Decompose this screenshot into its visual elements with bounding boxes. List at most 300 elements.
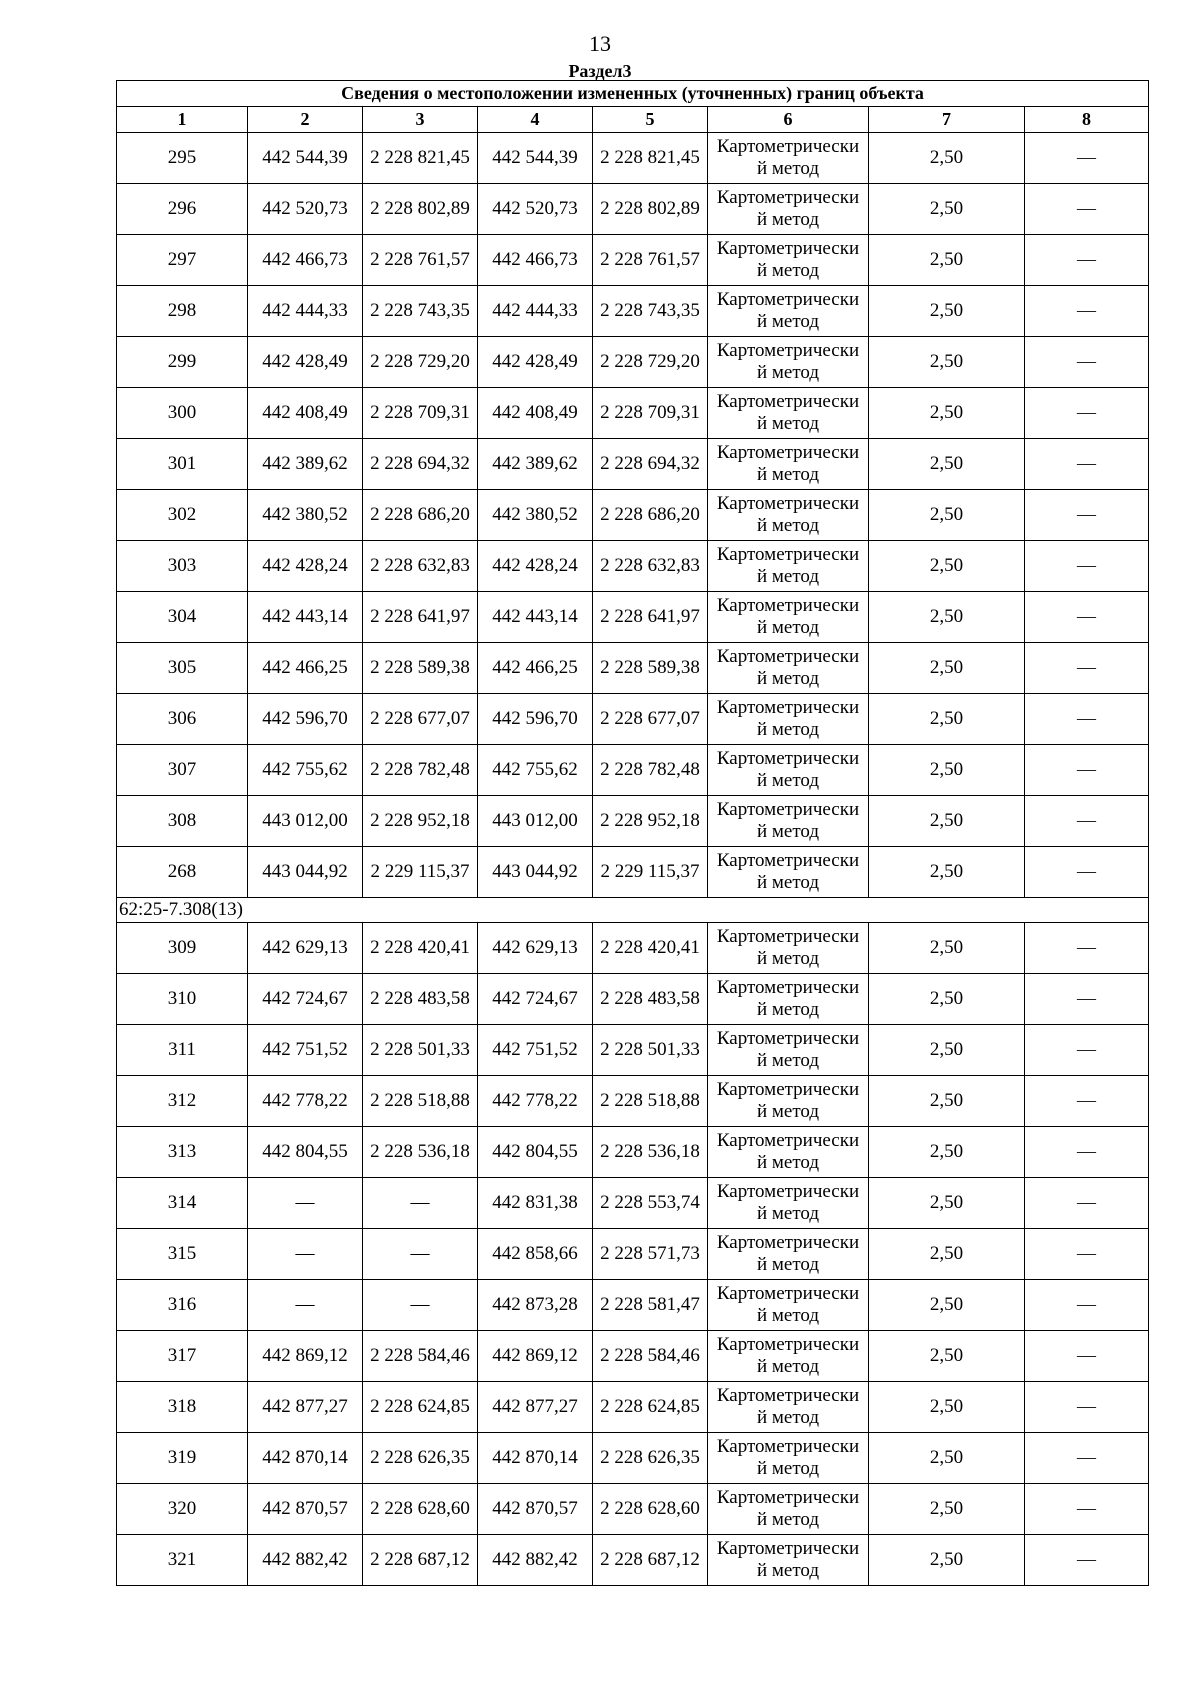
method-line-2: й метод — [756, 515, 820, 536]
accuracy-cell: 2,50 — [869, 923, 1025, 974]
x-old-cell: 442 443,14 — [248, 592, 363, 643]
method-line-1: Картометрически — [716, 136, 860, 157]
accuracy-cell: 2,50 — [869, 1433, 1025, 1484]
method-line-2: й метод — [756, 1101, 820, 1122]
note-cell: — — [1025, 133, 1149, 184]
x-new-cell: 442 873,28 — [478, 1280, 593, 1331]
point-number-cell: 308 — [117, 796, 248, 847]
x-new-cell: 442 882,42 — [478, 1535, 593, 1586]
point-number-cell: 319 — [117, 1433, 248, 1484]
accuracy-cell: 2,50 — [869, 184, 1025, 235]
column-number-2: 2 — [248, 107, 363, 133]
method-cell — [708, 592, 869, 643]
point-number-cell: 309 — [117, 923, 248, 974]
x-new-cell: 442 870,14 — [478, 1433, 593, 1484]
method-cell — [708, 745, 869, 796]
note-cell: — — [1025, 235, 1149, 286]
method-cell — [708, 1382, 869, 1433]
note-cell: — — [1025, 694, 1149, 745]
method-line-2: й метод — [756, 617, 820, 638]
table-row — [117, 1331, 1149, 1382]
method-cell — [708, 1535, 869, 1586]
method-cell — [708, 1025, 869, 1076]
method-line-2: й метод — [756, 999, 820, 1020]
y-new-cell: 2 228 686,20 — [593, 490, 708, 541]
note-cell: — — [1025, 592, 1149, 643]
method-line-1: Картометрически — [716, 1385, 860, 1406]
method-line-1: Картометрически — [716, 977, 860, 998]
note-cell: — — [1025, 1127, 1149, 1178]
y-new-cell: 2 228 802,89 — [593, 184, 708, 235]
x-new-cell: 443 044,92 — [478, 847, 593, 898]
x-new-cell: 442 596,70 — [478, 694, 593, 745]
method-line-2: й метод — [756, 260, 820, 281]
x-old-cell: 442 428,49 — [248, 337, 363, 388]
note-cell: — — [1025, 923, 1149, 974]
note-cell: — — [1025, 1484, 1149, 1535]
point-number-cell: 312 — [117, 1076, 248, 1127]
y-new-cell: 2 228 694,32 — [593, 439, 708, 490]
y-new-cell: 2 228 709,31 — [593, 388, 708, 439]
method-line-2: й метод — [756, 1458, 820, 1479]
table-row — [117, 337, 1149, 388]
y-old-cell: 2 229 115,37 — [363, 847, 478, 898]
x-new-cell: 443 012,00 — [478, 796, 593, 847]
y-old-cell: — — [363, 1178, 478, 1229]
note-cell: — — [1025, 745, 1149, 796]
point-number-cell: 295 — [117, 133, 248, 184]
y-new-cell: 2 228 624,85 — [593, 1382, 708, 1433]
method-cell — [708, 1127, 869, 1178]
y-new-cell: 2 228 581,47 — [593, 1280, 708, 1331]
table-row — [117, 694, 1149, 745]
note-cell: — — [1025, 541, 1149, 592]
y-new-cell: 2 228 483,58 — [593, 974, 708, 1025]
y-new-cell: 2 228 677,07 — [593, 694, 708, 745]
x-old-cell: 442 389,62 — [248, 439, 363, 490]
table-row — [117, 923, 1149, 974]
method-cell — [708, 490, 869, 541]
method-cell — [708, 1331, 869, 1382]
y-new-cell: 2 228 821,45 — [593, 133, 708, 184]
accuracy-cell: 2,50 — [869, 388, 1025, 439]
method-line-2: й метод — [756, 1560, 820, 1581]
accuracy-cell: 2,50 — [869, 974, 1025, 1025]
x-old-cell: 442 596,70 — [248, 694, 363, 745]
accuracy-cell: 2,50 — [869, 133, 1025, 184]
method-line-2: й метод — [756, 1305, 820, 1326]
method-cell — [708, 541, 869, 592]
method-line-2: й метод — [756, 1356, 820, 1377]
y-old-cell: 2 228 709,31 — [363, 388, 478, 439]
y-old-cell: 2 228 729,20 — [363, 337, 478, 388]
method-line-2: й метод — [756, 1509, 820, 1530]
method-cell — [708, 286, 869, 337]
column-number-4: 4 — [478, 107, 593, 133]
method-line-1: Картометрически — [716, 187, 860, 208]
method-line-2: й метод — [756, 1203, 820, 1224]
note-cell: — — [1025, 1382, 1149, 1433]
method-line-1: Картометрически — [716, 1130, 860, 1151]
x-new-cell: 442 755,62 — [478, 745, 593, 796]
accuracy-cell: 2,50 — [869, 337, 1025, 388]
column-number-row — [117, 107, 1149, 133]
note-cell: — — [1025, 974, 1149, 1025]
point-number-cell: 297 — [117, 235, 248, 286]
table-row — [117, 1433, 1149, 1484]
table-row — [117, 1076, 1149, 1127]
y-old-cell: 2 228 626,35 — [363, 1433, 478, 1484]
x-new-cell: 442 858,66 — [478, 1229, 593, 1280]
method-cell — [708, 1076, 869, 1127]
method-line-1: Картометрически — [716, 1232, 860, 1253]
x-old-cell: 442 724,67 — [248, 974, 363, 1025]
y-new-cell: 2 228 501,33 — [593, 1025, 708, 1076]
x-old-cell: 442 882,42 — [248, 1535, 363, 1586]
point-number-cell: 303 — [117, 541, 248, 592]
note-cell: — — [1025, 1331, 1149, 1382]
method-cell — [708, 1229, 869, 1280]
x-new-cell: 442 380,52 — [478, 490, 593, 541]
point-number-cell: 268 — [117, 847, 248, 898]
accuracy-cell: 2,50 — [869, 745, 1025, 796]
method-cell — [708, 643, 869, 694]
table-row — [117, 974, 1149, 1025]
method-cell — [708, 923, 869, 974]
y-new-cell: 2 228 743,35 — [593, 286, 708, 337]
column-number-3: 3 — [363, 107, 478, 133]
page-number: 13 — [589, 31, 611, 56]
point-number-cell: 313 — [117, 1127, 248, 1178]
point-number-cell: 298 — [117, 286, 248, 337]
y-new-cell: 2 228 518,88 — [593, 1076, 708, 1127]
method-cell — [708, 1433, 869, 1484]
y-new-cell: 2 228 536,18 — [593, 1127, 708, 1178]
note-cell: — — [1025, 1178, 1149, 1229]
accuracy-cell: 2,50 — [869, 541, 1025, 592]
x-new-cell: 442 724,67 — [478, 974, 593, 1025]
method-line-1: Картометрически — [716, 442, 860, 463]
note-cell: — — [1025, 286, 1149, 337]
note-cell: — — [1025, 439, 1149, 490]
table-row — [117, 745, 1149, 796]
point-number-cell: 301 — [117, 439, 248, 490]
point-number-cell: 320 — [117, 1484, 248, 1535]
y-new-cell: 2 228 628,60 — [593, 1484, 708, 1535]
point-number-cell: 302 — [117, 490, 248, 541]
note-cell: — — [1025, 1229, 1149, 1280]
point-number-cell: 315 — [117, 1229, 248, 1280]
x-old-cell: — — [248, 1229, 363, 1280]
point-number-cell: 300 — [117, 388, 248, 439]
point-number-cell: 305 — [117, 643, 248, 694]
accuracy-cell: 2,50 — [869, 847, 1025, 898]
x-old-cell: 442 629,13 — [248, 923, 363, 974]
method-line-2: й метод — [756, 158, 820, 179]
x-new-cell: 442 831,38 — [478, 1178, 593, 1229]
y-new-cell: 2 228 761,57 — [593, 235, 708, 286]
accuracy-cell: 2,50 — [869, 1178, 1025, 1229]
method-line-1: Картометрически — [716, 748, 860, 769]
y-old-cell: 2 228 483,58 — [363, 974, 478, 1025]
table-row — [117, 133, 1149, 184]
table-body — [117, 133, 1149, 1586]
y-new-cell: 2 228 782,48 — [593, 745, 708, 796]
x-old-cell: 442 544,39 — [248, 133, 363, 184]
note-cell: — — [1025, 643, 1149, 694]
x-new-cell: 442 877,27 — [478, 1382, 593, 1433]
note-cell: — — [1025, 796, 1149, 847]
table-row — [117, 1025, 1149, 1076]
method-line-1: Картометрически — [716, 646, 860, 667]
accuracy-cell: 2,50 — [869, 1229, 1025, 1280]
x-new-cell: 442 804,55 — [478, 1127, 593, 1178]
method-line-1: Картометрически — [716, 850, 860, 871]
point-number-cell: 310 — [117, 974, 248, 1025]
table-caption: Сведения о местоположении измененных (уточненных) границ объекта — [117, 81, 1149, 107]
x-old-cell: 443 012,00 — [248, 796, 363, 847]
column-number-7: 7 — [869, 107, 1025, 133]
x-new-cell: 442 520,73 — [478, 184, 593, 235]
accuracy-cell: 2,50 — [869, 1331, 1025, 1382]
table-row — [117, 388, 1149, 439]
y-old-cell: 2 228 420,41 — [363, 923, 478, 974]
x-old-cell: 442 466,73 — [248, 235, 363, 286]
y-old-cell: 2 228 782,48 — [363, 745, 478, 796]
y-new-cell: 2 228 589,38 — [593, 643, 708, 694]
method-line-1: Картометрически — [716, 1283, 860, 1304]
table-row — [117, 643, 1149, 694]
x-old-cell: 442 380,52 — [248, 490, 363, 541]
x-new-cell: 442 389,62 — [478, 439, 593, 490]
y-old-cell: 2 228 743,35 — [363, 286, 478, 337]
y-old-cell: 2 228 821,45 — [363, 133, 478, 184]
accuracy-cell: 2,50 — [869, 796, 1025, 847]
method-line-1: Картометрически — [716, 697, 860, 718]
column-number-6: 6 — [708, 107, 869, 133]
table-row — [117, 847, 1149, 898]
x-old-cell: 442 408,49 — [248, 388, 363, 439]
method-line-1: Картометрически — [716, 493, 860, 514]
table-row — [117, 1280, 1149, 1331]
x-new-cell: 442 428,49 — [478, 337, 593, 388]
note-cell: — — [1025, 388, 1149, 439]
x-new-cell: 442 870,57 — [478, 1484, 593, 1535]
x-old-cell: — — [248, 1280, 363, 1331]
x-old-cell: 442 870,57 — [248, 1484, 363, 1535]
point-number-cell: 311 — [117, 1025, 248, 1076]
x-new-cell: 442 869,12 — [478, 1331, 593, 1382]
method-line-1: Картометрически — [716, 1487, 860, 1508]
boundary-coordinates-table — [116, 80, 1149, 1586]
x-old-cell: 442 751,52 — [248, 1025, 363, 1076]
x-old-cell: 442 444,33 — [248, 286, 363, 337]
note-cell: — — [1025, 337, 1149, 388]
table-row — [117, 796, 1149, 847]
method-line-1: Картометрически — [716, 289, 860, 310]
method-line-1: Картометрически — [716, 926, 860, 947]
column-number-8: 8 — [1025, 107, 1149, 133]
x-old-cell: 443 044,92 — [248, 847, 363, 898]
accuracy-cell: 2,50 — [869, 694, 1025, 745]
method-cell — [708, 1484, 869, 1535]
point-number-cell: 316 — [117, 1280, 248, 1331]
accuracy-cell: 2,50 — [869, 235, 1025, 286]
x-old-cell: — — [248, 1178, 363, 1229]
accuracy-cell: 2,50 — [869, 1280, 1025, 1331]
accuracy-cell: 2,50 — [869, 490, 1025, 541]
x-new-cell: 442 544,39 — [478, 133, 593, 184]
method-line-2: й метод — [756, 1152, 820, 1173]
method-line-1: Картометрически — [716, 1334, 860, 1355]
method-line-2: й метод — [756, 209, 820, 230]
x-new-cell: 442 466,25 — [478, 643, 593, 694]
method-line-2: й метод — [756, 566, 820, 587]
method-line-1: Картометрически — [716, 1436, 860, 1457]
y-old-cell: — — [363, 1280, 478, 1331]
x-new-cell: 442 466,73 — [478, 235, 593, 286]
accuracy-cell: 2,50 — [869, 592, 1025, 643]
y-old-cell: 2 228 518,88 — [363, 1076, 478, 1127]
table-row — [117, 541, 1149, 592]
x-old-cell: 442 778,22 — [248, 1076, 363, 1127]
section-title: Раздел3 — [568, 61, 632, 81]
accuracy-cell: 2,50 — [869, 286, 1025, 337]
y-new-cell: 2 228 571,73 — [593, 1229, 708, 1280]
x-old-cell: 442 877,27 — [248, 1382, 363, 1433]
table-row — [117, 592, 1149, 643]
note-cell: — — [1025, 1280, 1149, 1331]
y-new-cell: 2 228 952,18 — [593, 796, 708, 847]
accuracy-cell: 2,50 — [869, 1127, 1025, 1178]
table-row — [117, 490, 1149, 541]
x-new-cell: 442 778,22 — [478, 1076, 593, 1127]
accuracy-cell: 2,50 — [869, 1025, 1025, 1076]
method-line-2: й метод — [756, 668, 820, 689]
x-new-cell: 442 443,14 — [478, 592, 593, 643]
y-new-cell: 2 228 420,41 — [593, 923, 708, 974]
method-cell — [708, 184, 869, 235]
column-number-1: 1 — [117, 107, 248, 133]
method-line-2: й метод — [756, 1407, 820, 1428]
y-old-cell: 2 228 628,60 — [363, 1484, 478, 1535]
point-number-cell: 304 — [117, 592, 248, 643]
y-old-cell: 2 228 536,18 — [363, 1127, 478, 1178]
method-line-1: Картометрически — [716, 1538, 860, 1559]
method-line-1: Картометрически — [716, 1181, 860, 1202]
table-row — [117, 286, 1149, 337]
group-label: 62:25-7.308(13) — [117, 898, 1149, 923]
x-old-cell: 442 428,24 — [248, 541, 363, 592]
method-cell — [708, 133, 869, 184]
method-cell — [708, 796, 869, 847]
accuracy-cell: 2,50 — [869, 1076, 1025, 1127]
y-new-cell: 2 228 641,97 — [593, 592, 708, 643]
point-number-cell: 307 — [117, 745, 248, 796]
method-line-1: Картометрически — [716, 799, 860, 820]
y-new-cell: 2 228 687,12 — [593, 1535, 708, 1586]
method-line-2: й метод — [756, 311, 820, 332]
method-line-1: Картометрически — [716, 340, 860, 361]
y-old-cell: 2 228 687,12 — [363, 1535, 478, 1586]
accuracy-cell: 2,50 — [869, 643, 1025, 694]
point-number-cell: 299 — [117, 337, 248, 388]
x-new-cell: 442 428,24 — [478, 541, 593, 592]
point-number-cell: 318 — [117, 1382, 248, 1433]
table-row — [117, 1382, 1149, 1433]
y-new-cell: 2 228 584,46 — [593, 1331, 708, 1382]
y-old-cell: 2 228 802,89 — [363, 184, 478, 235]
column-number-5: 5 — [593, 107, 708, 133]
note-cell: — — [1025, 1535, 1149, 1586]
method-line-2: й метод — [756, 413, 820, 434]
method-line-1: Картометрически — [716, 1028, 860, 1049]
x-old-cell: 442 755,62 — [248, 745, 363, 796]
point-number-cell: 296 — [117, 184, 248, 235]
method-cell — [708, 337, 869, 388]
x-old-cell: 442 870,14 — [248, 1433, 363, 1484]
method-line-1: Картометрически — [716, 1079, 860, 1100]
y-old-cell: 2 228 641,97 — [363, 592, 478, 643]
table-row — [117, 1127, 1149, 1178]
y-old-cell: — — [363, 1229, 478, 1280]
method-line-2: й метод — [756, 362, 820, 383]
point-number-cell: 306 — [117, 694, 248, 745]
y-new-cell: 2 228 553,74 — [593, 1178, 708, 1229]
accuracy-cell: 2,50 — [869, 1535, 1025, 1586]
note-cell: — — [1025, 490, 1149, 541]
method-line-2: й метод — [756, 719, 820, 740]
method-line-2: й метод — [756, 948, 820, 969]
method-cell — [708, 974, 869, 1025]
y-old-cell: 2 228 761,57 — [363, 235, 478, 286]
method-line-2: й метод — [756, 872, 820, 893]
table-row — [117, 1178, 1149, 1229]
point-number-cell: 314 — [117, 1178, 248, 1229]
y-old-cell: 2 228 584,46 — [363, 1331, 478, 1382]
table-row — [117, 235, 1149, 286]
y-old-cell: 2 228 624,85 — [363, 1382, 478, 1433]
group-row — [117, 898, 1149, 923]
method-line-1: Картометрически — [716, 544, 860, 565]
y-old-cell: 2 228 694,32 — [363, 439, 478, 490]
y-old-cell: 2 228 501,33 — [363, 1025, 478, 1076]
x-new-cell: 442 408,49 — [478, 388, 593, 439]
y-old-cell: 2 228 686,20 — [363, 490, 478, 541]
method-cell — [708, 694, 869, 745]
point-number-cell: 317 — [117, 1331, 248, 1382]
y-old-cell: 2 228 632,83 — [363, 541, 478, 592]
accuracy-cell: 2,50 — [869, 1484, 1025, 1535]
method-cell — [708, 847, 869, 898]
y-new-cell: 2 228 632,83 — [593, 541, 708, 592]
method-line-1: Картометрически — [716, 391, 860, 412]
table-row — [117, 184, 1149, 235]
method-cell — [708, 439, 869, 490]
x-old-cell: 442 466,25 — [248, 643, 363, 694]
method-line-1: Картометрически — [716, 595, 860, 616]
note-cell: — — [1025, 847, 1149, 898]
method-line-2: й метод — [756, 464, 820, 485]
x-new-cell: 442 444,33 — [478, 286, 593, 337]
y-new-cell: 2 229 115,37 — [593, 847, 708, 898]
x-old-cell: 442 869,12 — [248, 1331, 363, 1382]
method-line-2: й метод — [756, 770, 820, 791]
table-row — [117, 1535, 1149, 1586]
x-old-cell: 442 520,73 — [248, 184, 363, 235]
y-old-cell: 2 228 677,07 — [363, 694, 478, 745]
table-row — [117, 1229, 1149, 1280]
